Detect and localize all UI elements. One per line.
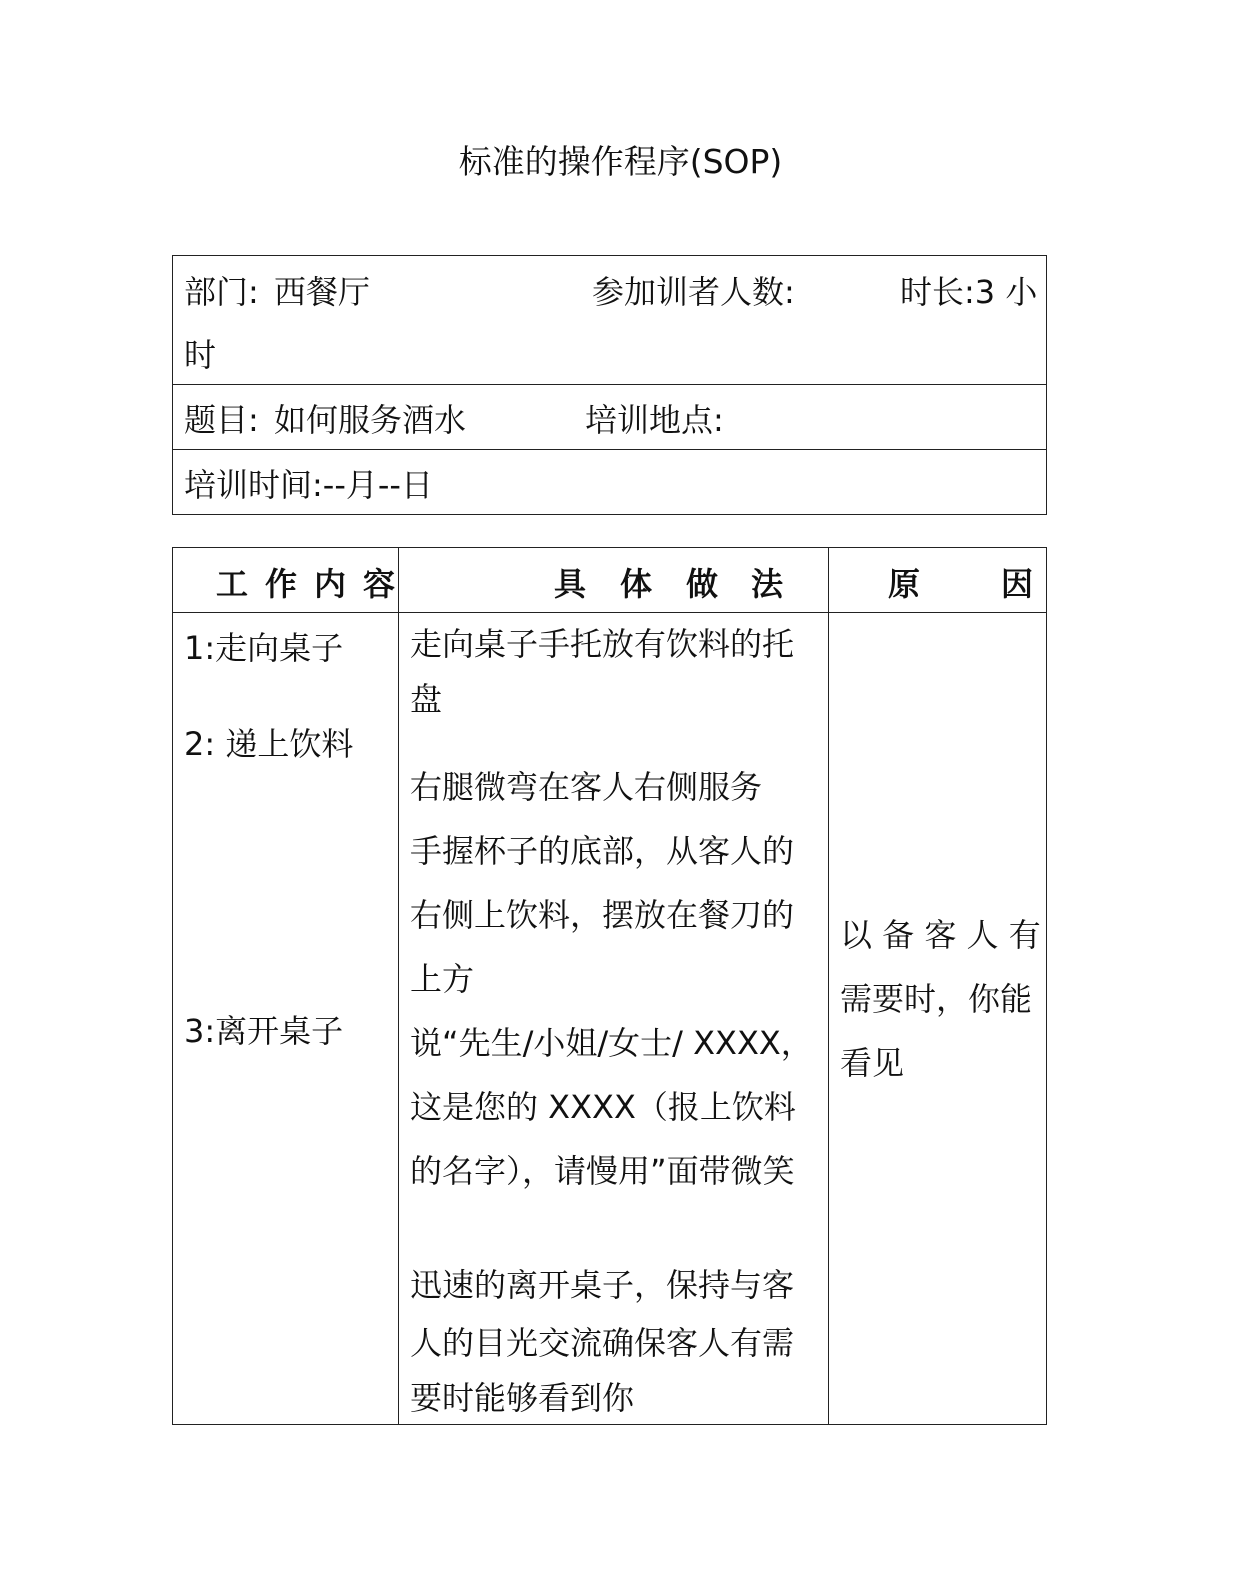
method-line: 迅速的离开桌子，保持与客 <box>410 1266 795 1304</box>
topic-value: 如何服务酒水 <box>274 401 467 439</box>
info-divider-1 <box>172 384 1047 385</box>
step-item: 3:离开桌子 <box>184 1012 344 1050</box>
method-line: 右侧上饮料，摆放在餐刀的 <box>410 896 795 934</box>
method-line: 这是您的 XXXX（报上饮料 <box>410 1088 796 1126</box>
table-col-divider-2 <box>828 547 829 1425</box>
topic-label: 题目: <box>184 401 259 439</box>
method-line: 右腿微弯在客人右侧服务 <box>410 768 763 806</box>
method-line: 的名字），请慢用”面带微笑 <box>410 1152 795 1190</box>
department-value: 西餐厅 <box>274 273 371 311</box>
table-header-divider <box>172 612 1047 613</box>
header-work-content-char: 容 <box>363 565 396 603</box>
header-reason-char: 因 <box>1001 565 1034 603</box>
method-line: 人的目光交流确保客人有需 <box>410 1324 795 1362</box>
method-line: 要时能够看到你 <box>410 1379 635 1417</box>
duration-continuation: 时 <box>184 336 217 374</box>
info-divider-2 <box>172 449 1047 450</box>
header-reason-char: 原 <box>888 565 921 603</box>
method-line: 手握杯子的底部，从客人的 <box>410 832 795 870</box>
location-label: 培训地点: <box>585 401 724 439</box>
header-method-char: 做 <box>686 565 719 603</box>
training-time-label: 培训时间:--月--日 <box>184 466 433 504</box>
method-line: 说“先生/小姐/女士/ XXXX， <box>410 1024 813 1062</box>
method-line: 盘 <box>410 680 443 718</box>
step-item: 2: 递上饮料 <box>184 725 354 763</box>
reason-line: 看见 <box>840 1044 905 1082</box>
method-line: 走向桌子手托放有饮料的托 <box>410 625 795 663</box>
header-work-content-char: 作 <box>265 565 298 603</box>
reason-line: 需要时，你能 <box>840 980 1033 1018</box>
duration-label: 时长:3 小 <box>900 273 1038 311</box>
method-line: 上方 <box>410 960 475 998</box>
participants-label: 参加训者人数: <box>592 273 795 311</box>
table-col-divider-1 <box>398 547 399 1425</box>
header-work-content-char: 工 <box>216 565 249 603</box>
reason-line: 以 备 客 人 有 <box>840 916 1041 954</box>
header-method-char: 具 <box>554 565 587 603</box>
header-method-char: 法 <box>751 565 784 603</box>
department-label: 部门: <box>184 273 259 311</box>
header-work-content-char: 内 <box>314 565 347 603</box>
header-method-char: 体 <box>620 565 653 603</box>
page-title: 标准的操作程序(SOP) <box>458 142 783 181</box>
step-item: 1:走向桌子 <box>184 629 344 667</box>
